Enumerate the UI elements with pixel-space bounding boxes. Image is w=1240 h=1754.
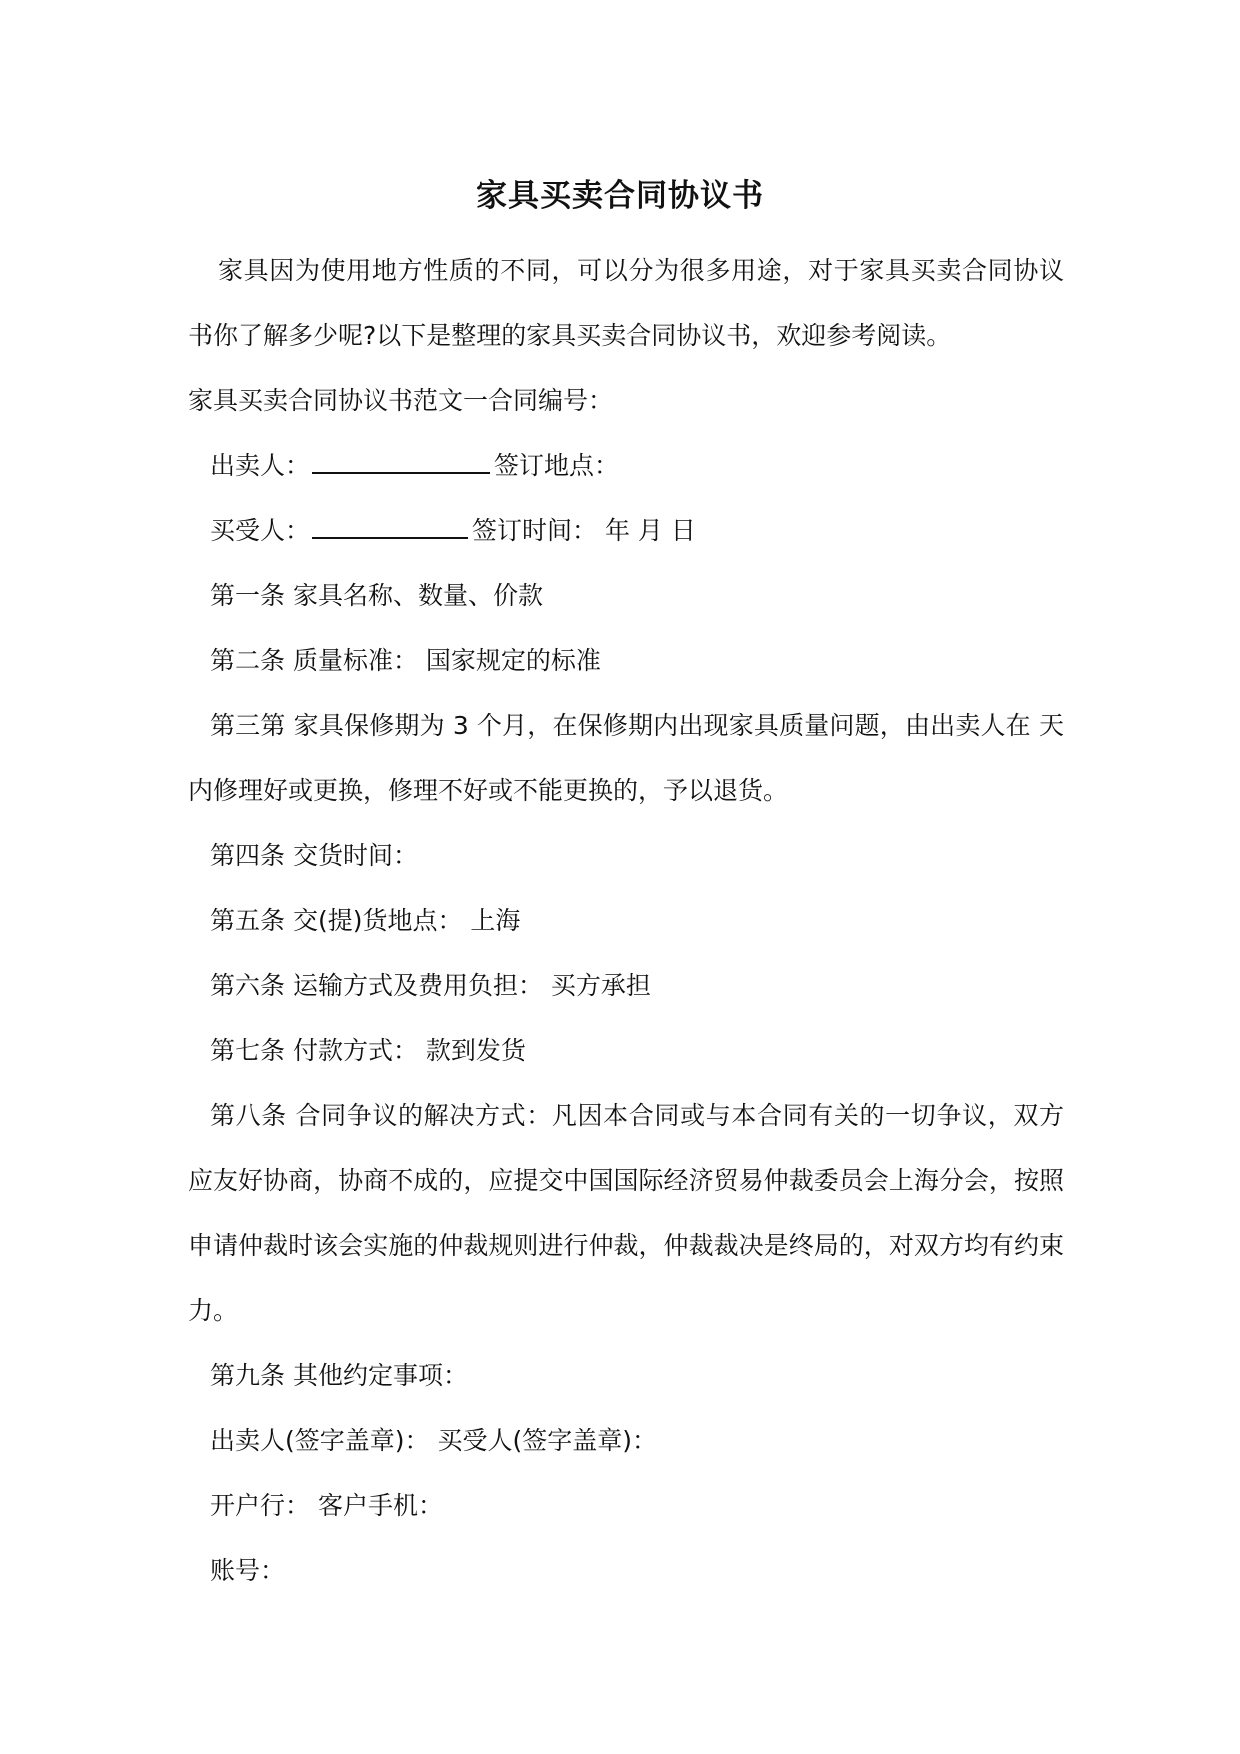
article-8: 第八条 合同争议的解决方式：凡因本合同或与本合同有关的一切争议，双方应友好协商，协商不成的，应提交中国国际经济贸易仲裁委员会上海分会，按照申请仲裁时该会实施的仲裁规则进行仲裁，仲裁裁决是终局的，对双方均有约束力。 <box>188 1101 1064 1325</box>
article-2: 第二条 质量标准： 国家规定的标准 <box>210 646 601 675</box>
article-7: 第七条 付款方式： 款到发货 <box>210 1036 526 1065</box>
document-body <box>188 238 1064 1603</box>
buyer-line <box>188 498 1064 563</box>
account-line: 账号： <box>210 1556 286 1585</box>
sample-heading: 家具买卖合同协议书范文一合同编号： <box>188 386 614 415</box>
intro-paragraph: 家具因为使用地方性质的不同，可以分为很多用途，对于家具买卖合同协议书你了解多少呢?以下是整理的家具买卖合同协议书，欢迎参考阅读。 <box>188 256 1064 350</box>
buyer-label: 买受人： <box>210 516 311 545</box>
seller-line <box>188 433 1064 498</box>
article-3: 第三第 家具保修期为 3 个月，在保修期内出现家具质量问题，由出卖人在 天内修理好或更换，修理不好或不能更换的，予以退货。 <box>188 711 1064 805</box>
article-5: 第五条 交(提)货地点： 上海 <box>210 906 521 935</box>
document-title: 家具买卖合同协议书 <box>476 178 764 214</box>
article-6: 第六条 运输方式及费用负担： 买方承担 <box>210 971 651 1000</box>
seller-blank <box>312 454 490 474</box>
article-1: 第一条 家具名称、数量、价款 <box>210 581 543 610</box>
bank-line: 开户行： 客户手机： <box>210 1491 443 1520</box>
signature-line: 出卖人(签字盖章)： 买受人(签字盖章)： <box>210 1426 657 1455</box>
article-4: 第四条 交货时间： <box>210 841 418 870</box>
article-9: 第九条 其他约定事项： <box>210 1361 468 1390</box>
buyer-blank <box>312 519 468 539</box>
signing-date-label: 签订时间： 年 月 日 <box>472 516 696 545</box>
signing-place-label: 签订地点： <box>494 451 620 480</box>
seller-label: 出卖人： <box>210 451 311 480</box>
